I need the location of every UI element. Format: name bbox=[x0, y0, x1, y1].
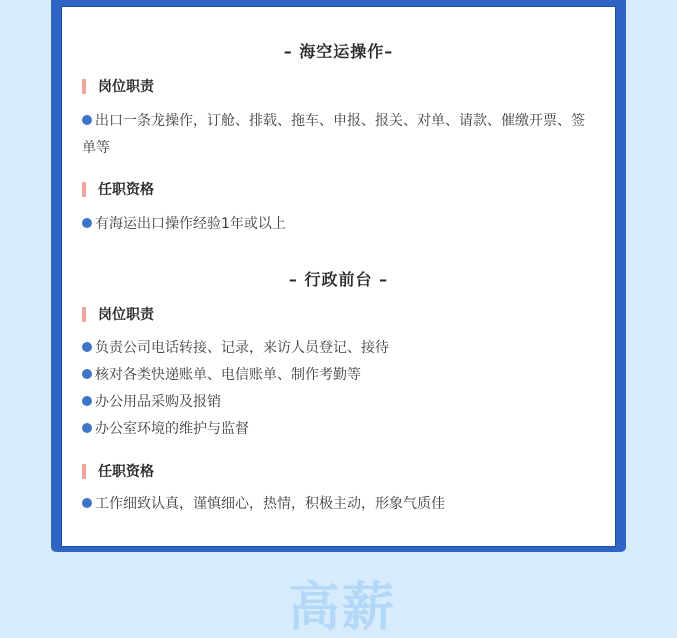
sub-heading-label: 任职资格 bbox=[98, 182, 154, 198]
sub-heading-duties bbox=[82, 76, 154, 96]
list-item bbox=[82, 389, 597, 416]
section-title-admin-reception: – 行政前台 – bbox=[288, 270, 389, 289]
bullet-icon bbox=[82, 342, 92, 352]
heading-accent-bar bbox=[82, 464, 86, 479]
sub-heading-label: 岗位职责 bbox=[98, 79, 154, 95]
bullet-icon bbox=[82, 369, 92, 379]
sub-heading-label: 岗位职责 bbox=[98, 307, 154, 323]
list-item bbox=[82, 108, 597, 162]
heading-accent-bar bbox=[82, 182, 86, 197]
list-item-text: 工作细致认真，谨慎细心，热情，积极主动，形象气质佳 bbox=[95, 496, 445, 512]
list-item bbox=[82, 211, 597, 238]
list-item-text: 负责公司电话转接、记录，来访人员登记、接待 bbox=[95, 340, 389, 356]
bullet-icon bbox=[82, 115, 92, 125]
list-item-text: 办公室环境的维护与监督 bbox=[95, 421, 249, 437]
bullet-icon bbox=[82, 396, 92, 406]
list-item bbox=[82, 416, 597, 443]
sub-heading-qualifications bbox=[82, 179, 154, 199]
sub-heading-duties bbox=[82, 304, 154, 324]
list-item-text: 办公用品采购及报销 bbox=[95, 394, 221, 410]
bullet-icon bbox=[82, 218, 92, 228]
list-item bbox=[82, 335, 597, 362]
sub-heading-label: 任职资格 bbox=[98, 464, 154, 480]
heading-accent-bar bbox=[82, 79, 86, 94]
list-item bbox=[82, 362, 597, 389]
bullet-icon bbox=[82, 423, 92, 433]
list-item-text: 有海运出口操作经验1年或以上 bbox=[95, 216, 286, 232]
list-item bbox=[82, 491, 597, 518]
bullet-icon bbox=[82, 498, 92, 508]
watermark-text: 高薪 bbox=[288, 578, 397, 638]
job-card bbox=[61, 6, 616, 547]
sub-heading-qualifications bbox=[82, 461, 154, 481]
list-item-text: 核对各类快递账单、电信账单、制作考勤等 bbox=[95, 367, 361, 383]
heading-accent-bar bbox=[82, 307, 86, 322]
section-title-sea-air-ops: – 海空运操作– bbox=[283, 42, 394, 61]
list-item-text: 出口一条龙操作，订舱、排载、拖车、申报、报关、对单、请款、催缴开票、签单等 bbox=[82, 113, 585, 156]
